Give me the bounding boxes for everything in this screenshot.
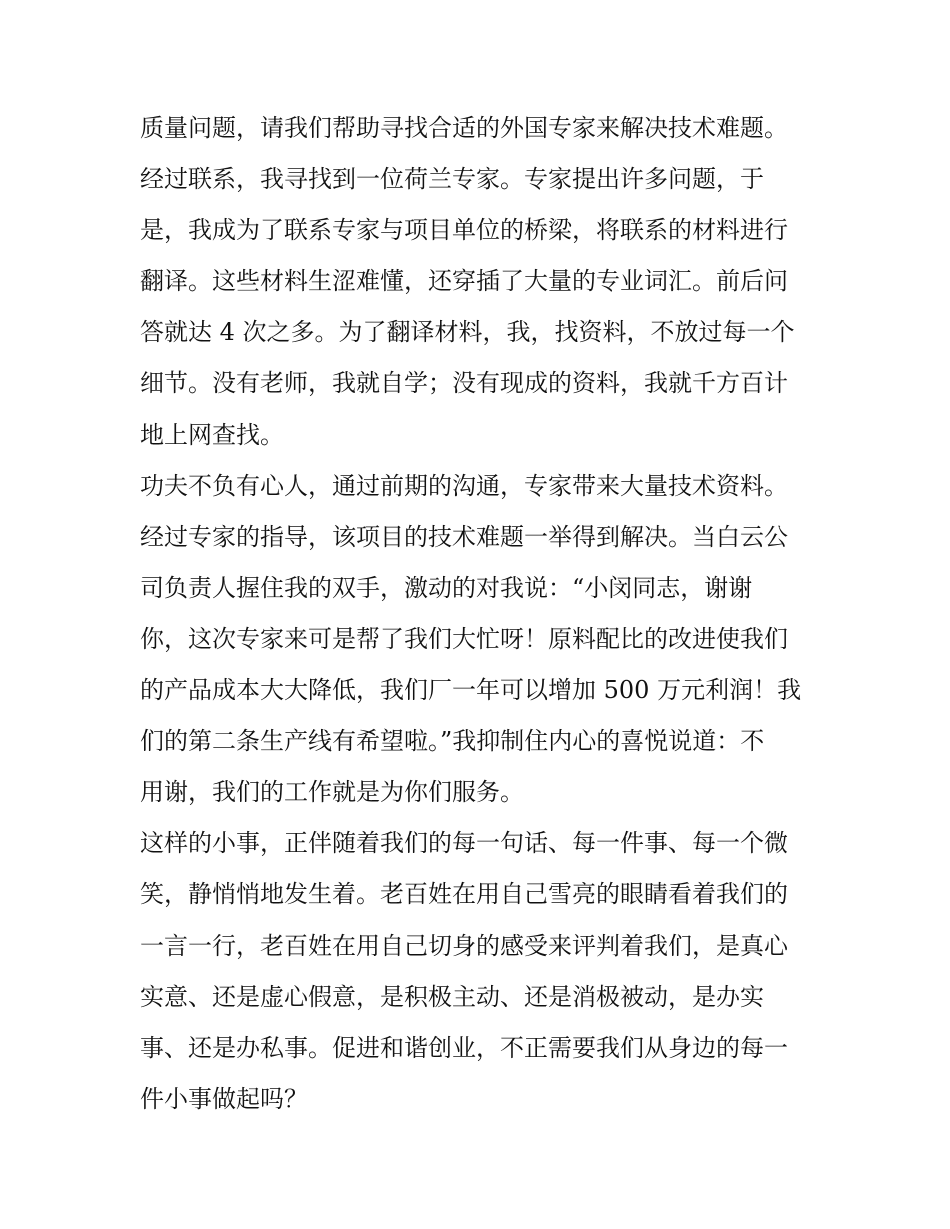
text-line: 事、还是办私事。促进和谐创业，不正需要我们从身边的每一: [140, 1033, 788, 1062]
text-line: 质量问题，请我们帮助寻找合适的外国专家来解决技术难题。: [140, 114, 788, 142]
text-line: 你，这次专家来可是帮了我们大忙呀！原料配比的改进使我们: [140, 624, 788, 653]
text-line: 细节。没有老师，我就自学；没有现成的资料，我就千方百计: [140, 369, 788, 398]
text-line: 翻译。这些材料生涩难懂，还穿插了大量的专业词汇。前后问: [140, 267, 788, 296]
text-line: 一言一行，老百姓在用自己切身的感受来评判着我们，是真心: [140, 931, 788, 960]
text-line: 经过联系，我寻找到一位荷兰专家。专家提出许多问题，于: [140, 165, 764, 194]
text-line: 答就达 4 次之多。为了翻译材料，我，找资料，不放过每一个: [140, 318, 795, 347]
text-line: 功夫不负有心人，通过前期的沟通，专家带来大量技术资料。: [140, 471, 788, 500]
text-line: 实意、还是虚心假意，是积极主动、还是消极被动，是办实: [140, 982, 764, 1011]
text-line: 们的第二条生产线有希望啦。”我抑制住内心的喜悦说道：不: [140, 727, 765, 756]
text-line: 经过专家的指导，该项目的技术难题一举得到解决。当白云公: [140, 522, 788, 551]
text-line: 这样的小事，正伴随着我们的每一句话、每一件事、每一个微: [140, 829, 788, 858]
text-line: 是，我成为了联系专家与项目单位的桥梁，将联系的材料进行: [140, 216, 788, 245]
text-line: 的产品成本大大降低，我们厂一年可以增加 500 万元利润！我: [140, 676, 802, 705]
text-line: 司负责人握住我的双手，激动的对我说：“小闵同志，谢谢: [140, 573, 753, 602]
text-line: 笑，静悄悄地发生着。老百姓在用自己雪亮的眼睛看着我们的: [140, 880, 788, 909]
body-text: [140, 103, 820, 1125]
text-line: 地上网查找。: [140, 420, 284, 449]
text-line: 用谢，我们的工作就是为你们服务。: [140, 778, 524, 807]
text-line: 件小事做起吗？: [140, 1084, 308, 1113]
